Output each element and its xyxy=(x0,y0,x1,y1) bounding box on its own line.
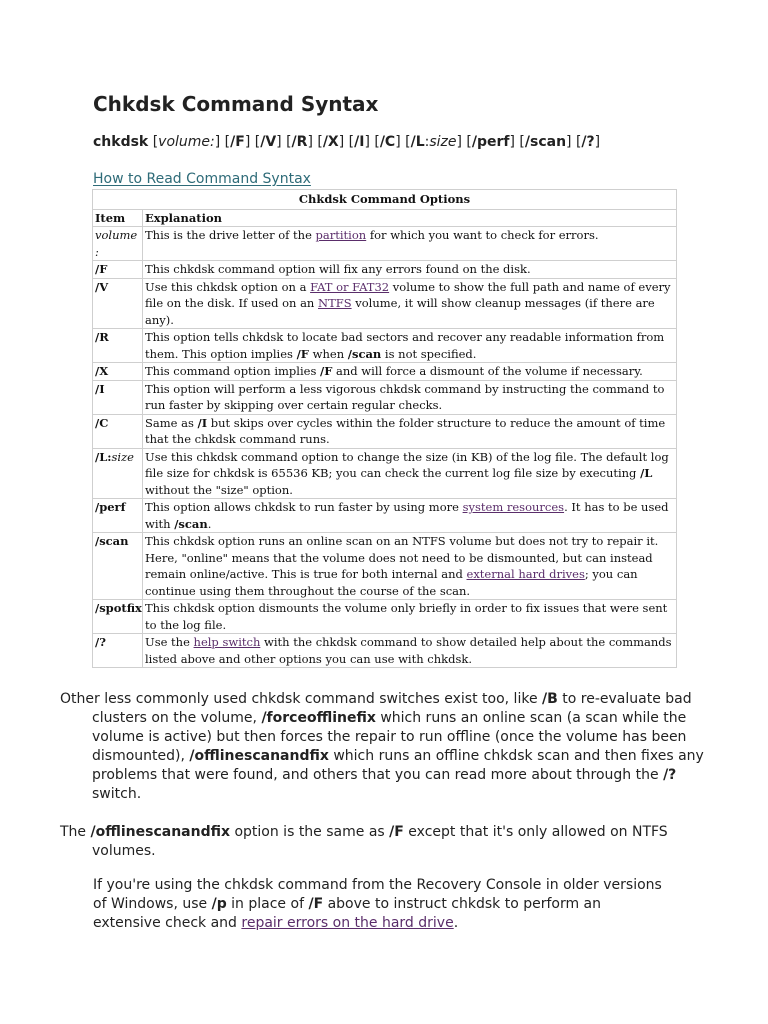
how-to-read-syntax-link[interactable]: How to Read Command Syntax xyxy=(93,171,311,187)
option-item-param: size xyxy=(111,449,134,464)
bold-text: /B xyxy=(542,691,558,707)
text: Use this chkdsk option on a xyxy=(145,279,311,294)
option-item: /perf xyxy=(93,499,143,533)
syntax-switch: /? xyxy=(581,134,595,150)
text: for which you want to check for errors. xyxy=(366,228,599,242)
option-item: volume : xyxy=(93,227,143,261)
bold-text: /scan xyxy=(347,346,382,361)
table-caption: Chkdsk Command Options xyxy=(93,190,677,210)
option-item: /R xyxy=(93,329,143,363)
external-hard-drives-link[interactable]: external hard drives xyxy=(466,567,585,581)
syntax-text: [ xyxy=(148,134,159,150)
text: without the "size" option. xyxy=(145,482,293,497)
text: ; you can continue using them throughout the course of the scan. xyxy=(145,567,638,598)
text: This chkdsk option runs an online scan on an NTFS volume but does not try to repair it. Here, "online" means that the volume does not need to be dismounted, but can instead remain online/active. This is true for both internal and xyxy=(145,534,659,581)
text: This option allows chkdsk to run faster by using more xyxy=(145,500,463,514)
bold-text: /F xyxy=(320,364,333,378)
option-explanation xyxy=(143,363,677,381)
syntax-command: chkdsk xyxy=(93,134,149,150)
syntax-switch: /scan xyxy=(524,134,567,150)
option-item: /X xyxy=(93,363,143,381)
syntax-volume: volume: xyxy=(158,134,215,150)
option-explanation xyxy=(143,448,677,499)
text: switch. xyxy=(92,786,142,802)
syntax-size: size xyxy=(429,134,457,150)
bold-text: /p xyxy=(211,896,227,912)
option-explanation xyxy=(143,499,677,533)
option-item: /scan xyxy=(93,533,143,600)
text: This command option implies xyxy=(145,364,320,378)
syntax-switch: /X xyxy=(322,134,339,150)
text: which runs an online scan (a scan while the volume is active) but then forces the repair to run offline (once the volume has been dismounted), xyxy=(92,710,687,764)
repair-errors-link[interactable]: repair errors on the hard drive xyxy=(241,915,454,931)
option-explanation: This option will perform a less vigorous chkdsk command by instructing the command to run faster by skipping over certain regular checks. xyxy=(143,380,677,414)
syntax-switch: /C xyxy=(379,134,396,150)
table-row xyxy=(93,329,677,363)
text: Other less commonly used chkdsk command switches exist too, like xyxy=(60,691,543,707)
text: in place of xyxy=(226,896,309,912)
text: . xyxy=(207,516,212,531)
table-row xyxy=(93,227,677,261)
paragraph-offlinescanandfix xyxy=(60,823,712,861)
bold-text: /offlinescanandfix xyxy=(189,748,329,764)
syntax-text: ] xyxy=(594,134,601,150)
text: This option tells chkdsk to locate bad sectors and recover any readable information from them. This option implies xyxy=(145,330,665,361)
syntax-switch: /I xyxy=(354,134,365,150)
table-row xyxy=(93,634,677,668)
bold-text: /? xyxy=(663,767,677,783)
fat-fat32-link[interactable]: FAT or FAT32 xyxy=(310,279,390,294)
syntax-switch: /perf xyxy=(471,134,510,150)
help-switch-link[interactable]: help switch xyxy=(193,635,261,649)
option-explanation xyxy=(143,227,677,261)
paragraph-recovery-console xyxy=(93,876,673,933)
bold-text: /scan xyxy=(174,516,208,531)
text: when xyxy=(308,346,348,361)
text: Same as xyxy=(145,415,198,430)
syntax-text: ] [ xyxy=(338,134,355,150)
column-header-item: Item xyxy=(93,209,143,227)
option-explanation: This chkdsk command option will fix any errors found on the disk. xyxy=(143,261,677,279)
table-row xyxy=(93,533,677,600)
page-title: Chkdsk Command Syntax xyxy=(93,92,379,116)
option-explanation xyxy=(143,329,677,363)
command-syntax xyxy=(93,134,600,150)
bold-text: /I xyxy=(197,415,208,430)
syntax-switch: /F xyxy=(230,134,245,150)
text: which runs an offline chkdsk scan and then fixes any problems that were found, and others that you can read more about through the xyxy=(92,748,704,783)
bold-text: /forceofflinefix xyxy=(261,710,376,726)
syntax-text: ] [ xyxy=(214,134,231,150)
table-row xyxy=(93,363,677,381)
paragraph-other-switches xyxy=(60,690,712,804)
bold-text: /F xyxy=(308,896,324,912)
syntax-switch: /L xyxy=(410,134,425,150)
table-row xyxy=(93,448,677,499)
table-row xyxy=(93,414,677,448)
table-row xyxy=(93,600,677,634)
syntax-text: ] [ xyxy=(566,134,582,150)
option-explanation: This chkdsk option dismounts the volume only briefly in order to fix issues that were sent to the log file. xyxy=(143,600,677,634)
text: Use this chkdsk command option to change the size (in KB) of the log file. The default log file size for chkdsk is 65536 KB; you can check the current log file size by executing xyxy=(145,449,669,480)
text: and will force a dismount of the volume if necessary. xyxy=(332,364,643,378)
syntax-text: ] [ xyxy=(509,134,525,150)
option-explanation xyxy=(143,278,677,329)
option-item-switch: /L: xyxy=(95,449,112,464)
column-header-explanation: Explanation xyxy=(143,209,677,227)
text: Use the xyxy=(145,635,194,649)
syntax-switch: /R xyxy=(291,134,308,150)
partition-link[interactable]: partition xyxy=(315,228,367,242)
text: The xyxy=(60,824,91,840)
text: . It has to be used with xyxy=(145,500,669,531)
text: . xyxy=(453,915,459,931)
text: This is the drive letter of the xyxy=(145,228,316,242)
option-item: /I xyxy=(93,380,143,414)
text: except that it's only allowed on NTFS volumes. xyxy=(92,824,668,859)
option-item: /? xyxy=(93,634,143,668)
option-item xyxy=(93,448,143,499)
syntax-text: ] [ xyxy=(456,134,472,150)
option-explanation xyxy=(143,533,677,600)
syntax-switch: /V xyxy=(260,134,277,150)
bold-text: /F xyxy=(389,824,404,840)
ntfs-link[interactable]: NTFS xyxy=(318,296,352,310)
system-resources-link[interactable]: system resources xyxy=(462,500,565,514)
text: If you're using the chkdsk command from the Recovery Console in older versions of Windows, use xyxy=(93,877,662,912)
syntax-text: ] [ xyxy=(276,134,292,150)
bold-text: /F xyxy=(296,346,309,361)
bold-text: /L xyxy=(640,466,653,480)
option-explanation xyxy=(143,414,677,448)
text: option is the same as xyxy=(230,824,390,840)
table-header-row xyxy=(93,209,677,227)
option-item: /C xyxy=(93,414,143,448)
bold-text: /offlinescanandfix xyxy=(90,824,231,840)
text: volume to show the full path and name of every file on the disk. If used on an xyxy=(145,279,671,310)
table-row xyxy=(93,278,677,329)
option-explanation xyxy=(143,634,677,668)
text: volume, it will show cleanup messages (if there are any). xyxy=(145,296,655,327)
text: above to instruct chkdsk to perform an extensive check and xyxy=(93,896,602,931)
text: with the chkdsk command to show detailed help about the commands listed above and other options you can use with chkdsk. xyxy=(145,635,672,666)
text: to re-evaluate bad clusters on the volume, xyxy=(92,691,692,726)
option-item: /V xyxy=(93,278,143,329)
syntax-text: : xyxy=(424,134,430,150)
table-row xyxy=(93,499,677,533)
syntax-text: ] [ xyxy=(395,134,411,150)
text: but skips over cycles within the folder structure to reduce the amount of time that the chkdsk command runs. xyxy=(145,415,666,446)
text: is not specified. xyxy=(381,346,477,361)
table-row xyxy=(93,380,677,414)
syntax-text: ] [ xyxy=(364,134,380,150)
syntax-text: ] [ xyxy=(307,134,323,150)
option-item: /spotfix xyxy=(93,600,143,634)
syntax-text: ] [ xyxy=(244,134,261,150)
option-item: /F xyxy=(93,261,143,279)
table-row xyxy=(93,261,677,279)
options-table xyxy=(92,189,677,668)
